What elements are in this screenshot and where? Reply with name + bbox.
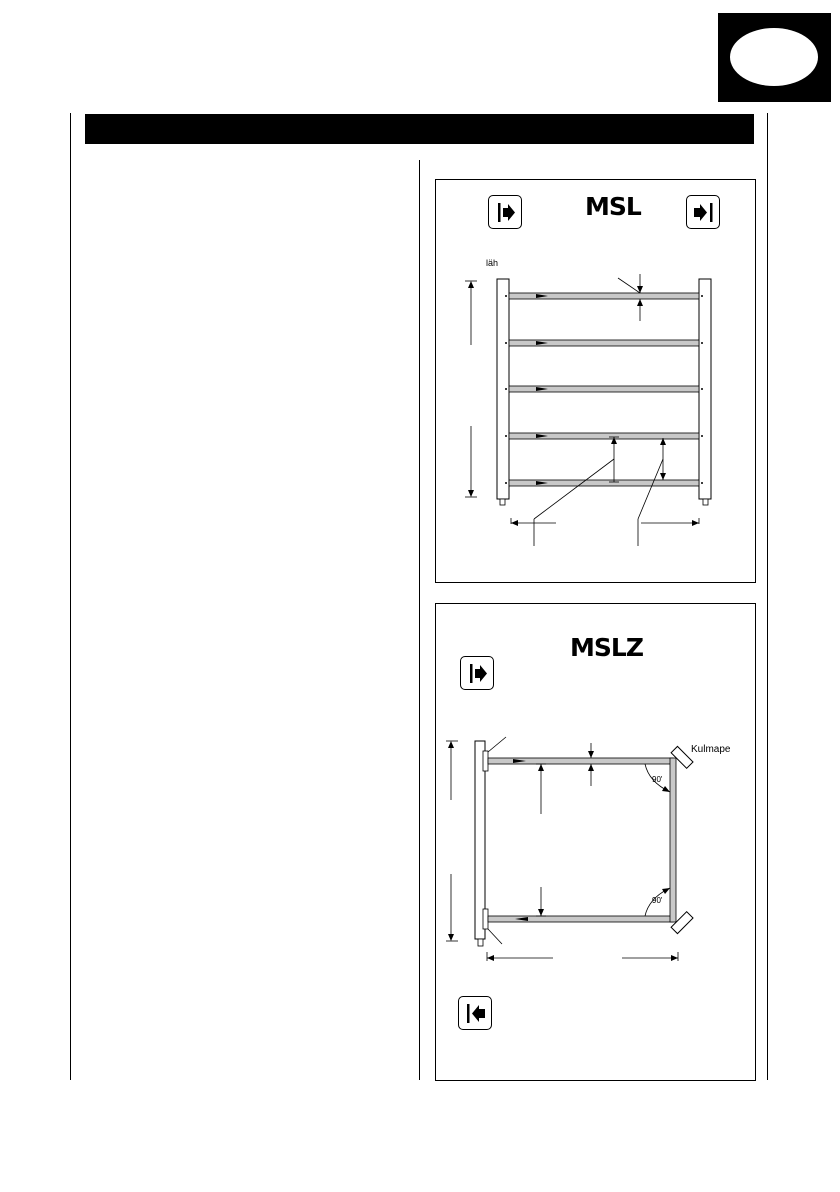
corner-piece-label: Kulmape (691, 744, 731, 755)
left-margin-rule (70, 113, 71, 1080)
language-tab (718, 13, 831, 102)
mslz-panel (435, 603, 756, 1081)
angle-bottom-label: 90' (652, 896, 663, 905)
column-divider-rule (419, 160, 420, 1080)
msl-drawing (436, 180, 755, 582)
msl-title: MSL (585, 192, 641, 221)
msl-side-label: läh (486, 258, 499, 268)
right-margin-rule (767, 113, 768, 1080)
mslz-title: MSLZ (570, 633, 643, 662)
language-badge-oval (730, 28, 818, 86)
section-header-bar (85, 114, 754, 144)
msl-panel (435, 179, 756, 583)
angle-top-label: 90' (652, 775, 663, 784)
mslz-return-icon (458, 996, 492, 1030)
